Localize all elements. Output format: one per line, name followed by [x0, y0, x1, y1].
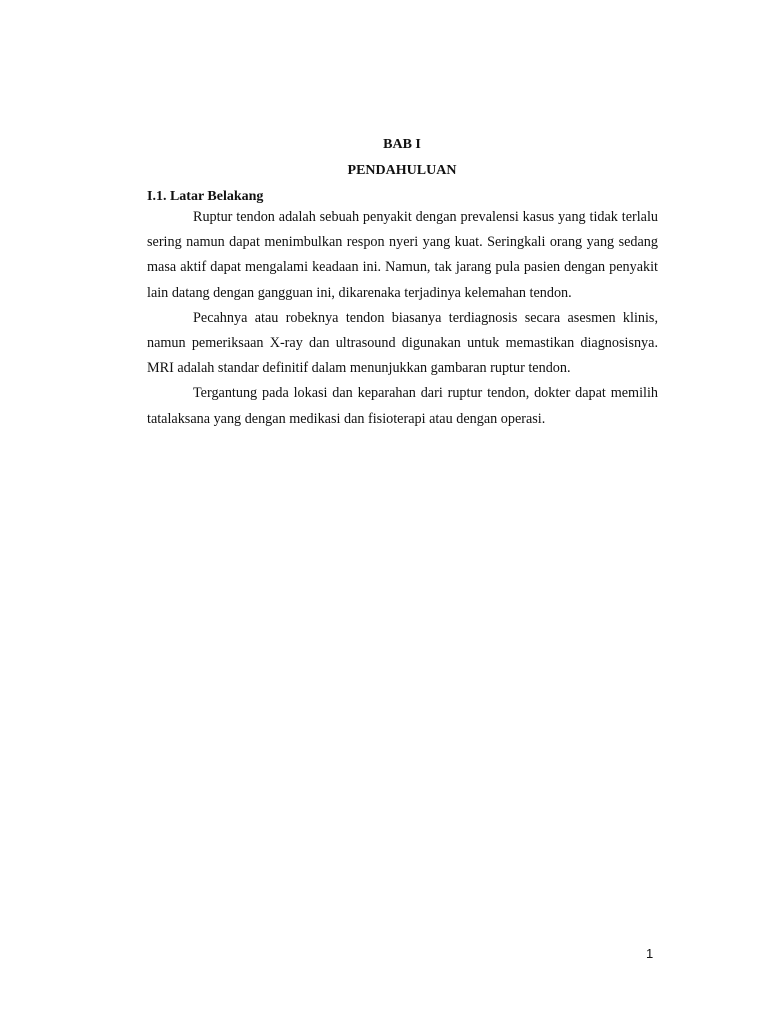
section-heading: I.1. Latar Belakang — [147, 189, 264, 204]
paragraph-3: Tergantung pada lokasi dan keparahan dari ruptur tendon, dokter dapat memilih tatalaksana yang dengan medikasi dan fisioterapi atau dengan operasi. — [147, 385, 658, 427]
page-number: 1 — [646, 946, 654, 961]
paragraph-1: Ruptur tendon adalah sebuah penyakit dengan prevalensi kasus yang tidak terlalu sering namun dapat menimbulkan respon nyeri yang kuat. Seringkali orang yang sedang masa aktif dapat mengalami keadaan ini. Namun, tak jarang pula pasien dengan penyakit lain datang dengan gangguan ini, dikarenaka terjadinya kelemahan tendon. — [147, 209, 658, 301]
body-text — [147, 205, 658, 432]
chapter-number: BAB I — [383, 137, 421, 152]
paragraph-2: Pecahnya atau robeknya tendon biasanya terdiagnosis secara asesmen klinis, namun pemeriksaan X-ray dan ultrasound digunakan untuk memastikan diagnosisnya. MRI adalah standar definitif dalam menunjukkan gambaran ruptur tendon. — [147, 309, 658, 377]
chapter-title: PENDAHULUAN — [347, 163, 457, 178]
